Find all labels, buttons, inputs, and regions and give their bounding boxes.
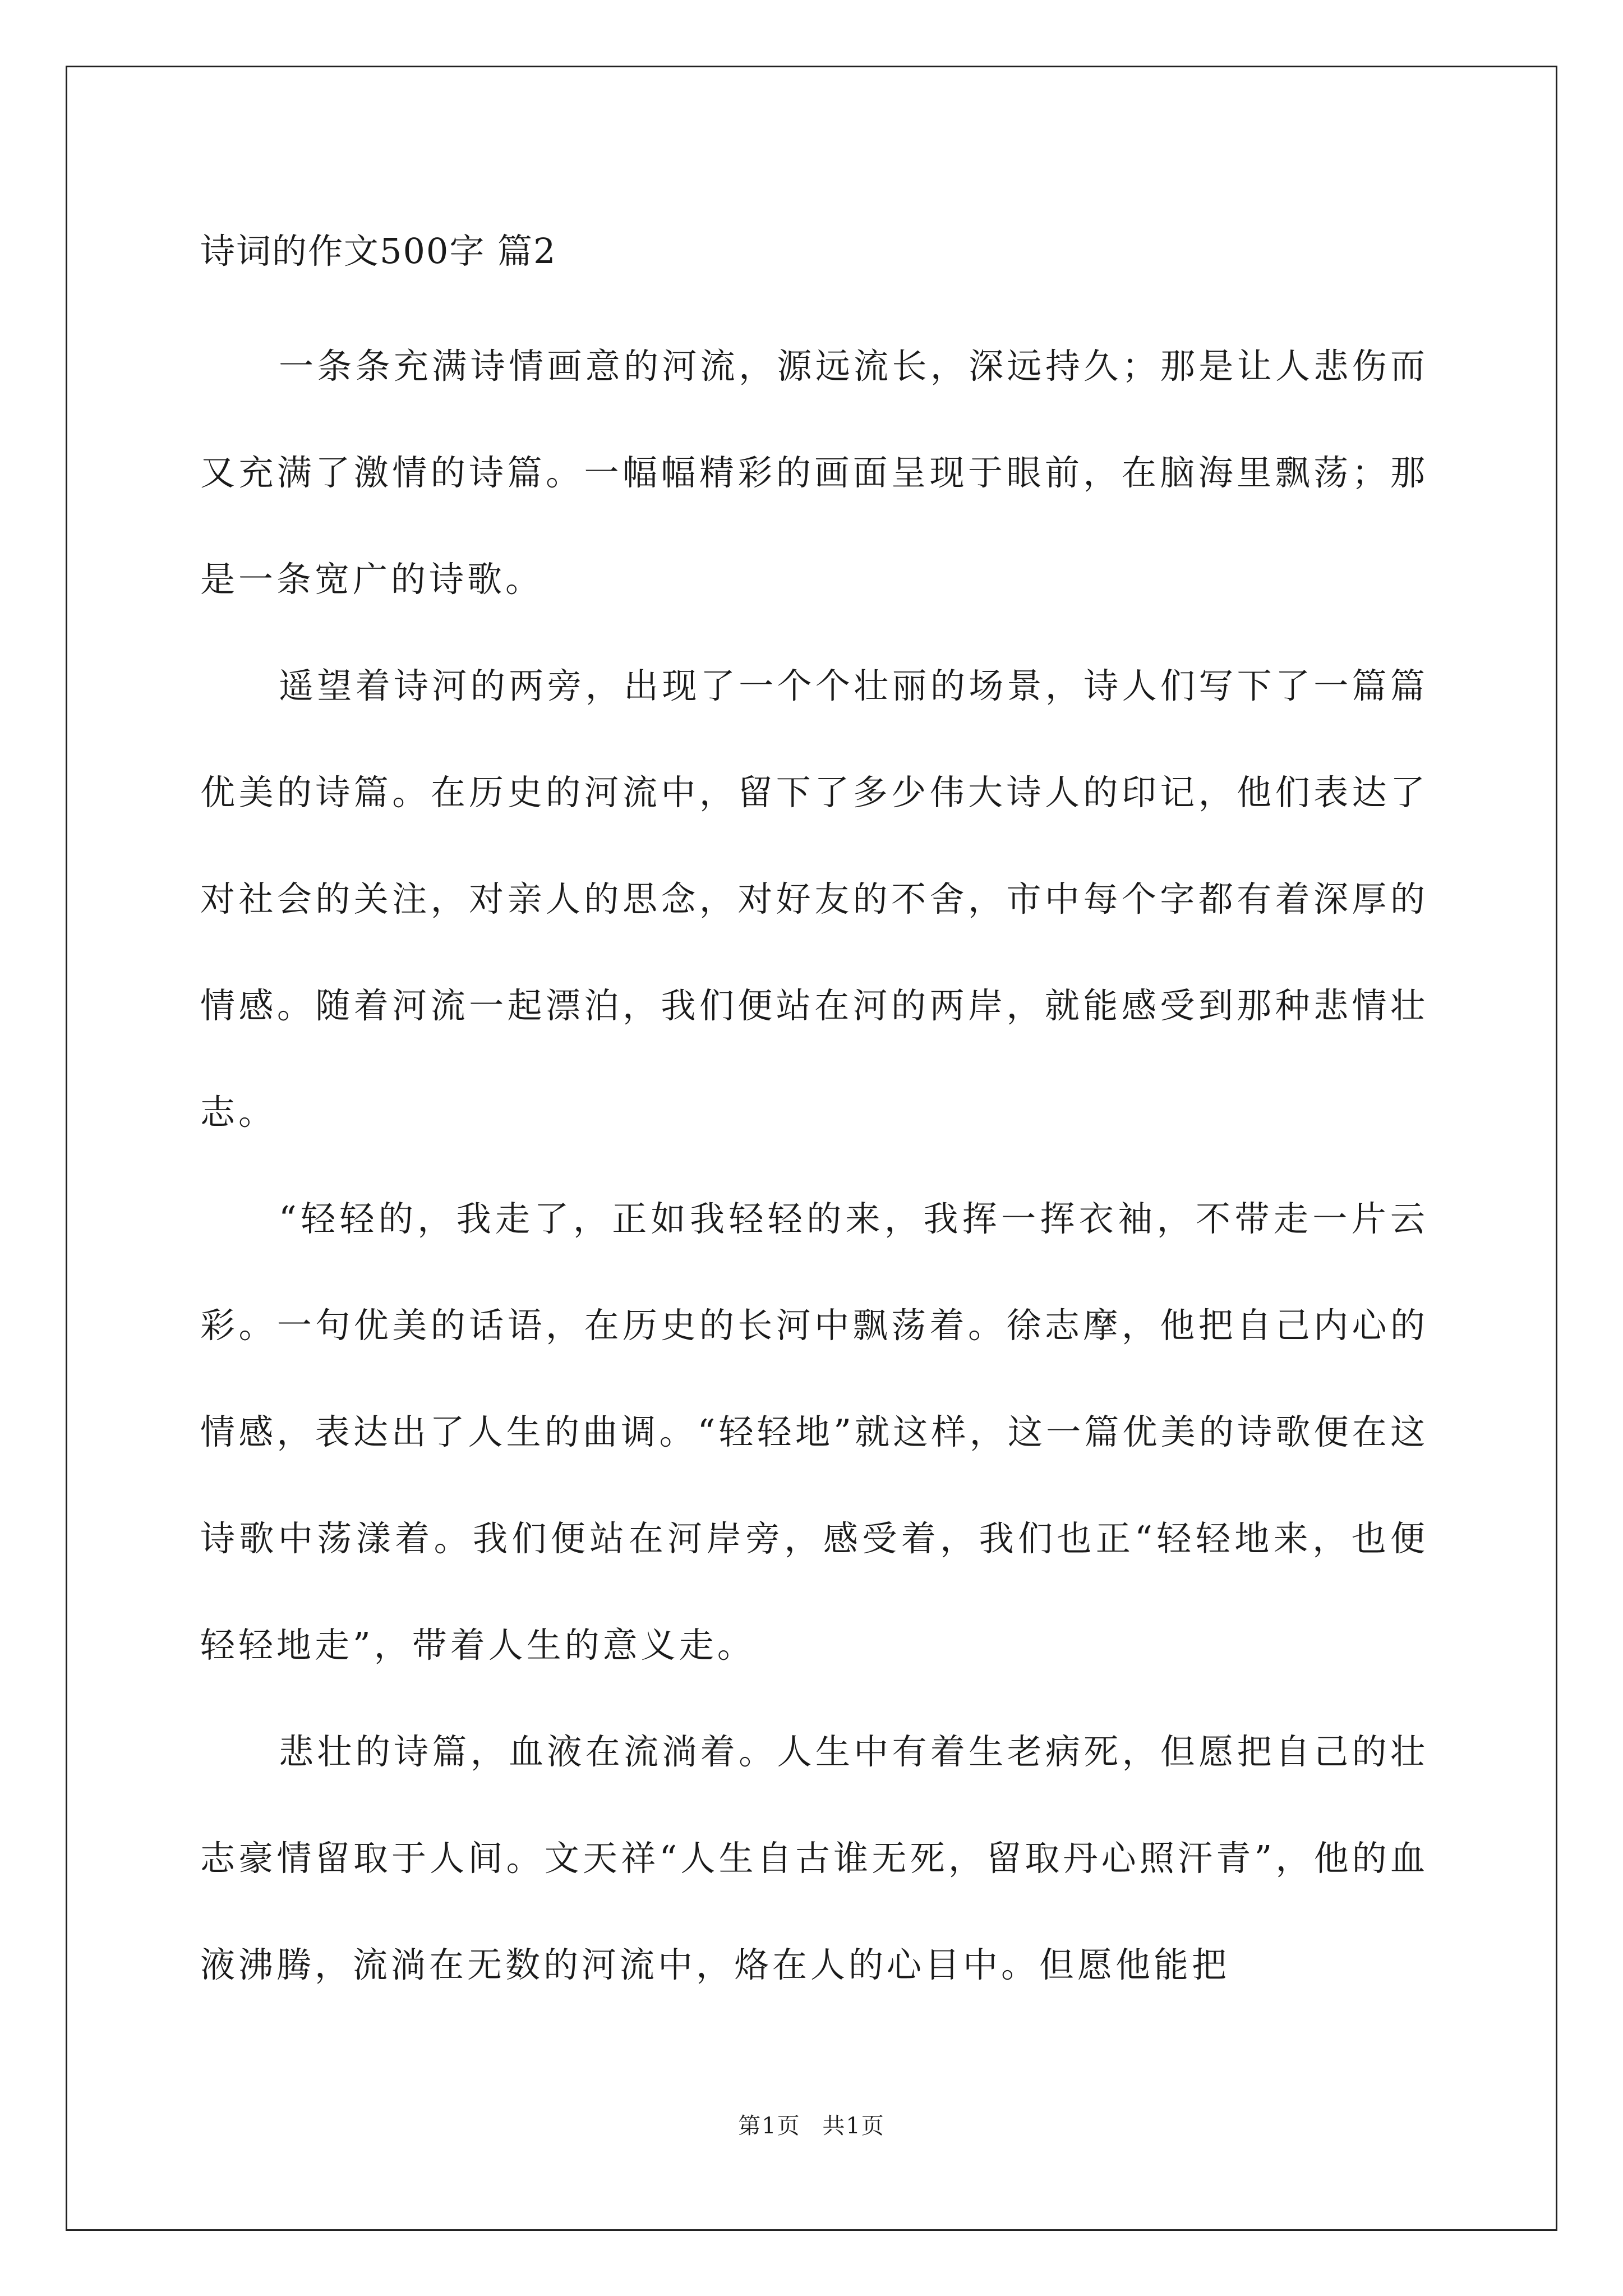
paragraph-3: “轻轻的，我走了，正如我轻轻的来，我挥一挥衣袖，不带走一片云彩。一句优美的话语，在历史的长河中飘荡着。徐志摩，他把自己内心的情感，表达出了人生的曲调。“轻轻地”就这样，这一篇优美的诗歌便在这诗歌中荡漾着。我们便站在河岸旁，感受着，我们也正“轻轻地来，也便轻轻地走”，带着人生的意义走。 xyxy=(200,1198,1428,1665)
page-number: 第1页 xyxy=(738,2113,801,2139)
document-body xyxy=(200,218,1428,2018)
paragraph-4: 悲壮的诗篇，血液在流淌着。人生中有着生老病死，但愿把自己的壮志豪情留取于人间。文天祥“人生自古谁无死，留取丹心照汗青”，他的血液沸腾，流淌在无数的河流中，烙在人的心目中。但愿他能把 xyxy=(200,1731,1428,1985)
page-total: 共1页 xyxy=(822,2113,885,2139)
document-title: 诗词的作文500字 篇2 xyxy=(200,231,557,272)
paragraph-2: 遥望着诗河的两旁，出现了一个个壮丽的场景，诗人们写下了一篇篇优美的诗篇。在历史的河流中，留下了多少伟大诗人的印记，他们表达了对社会的关注，对亲人的思念，对好友的不舍，市中每个字都有着深厚的情感。随着河流一起漂泊，我们便站在河的两岸，就能感受到那种悲情壮志。 xyxy=(200,665,1428,1133)
paragraph-1: 一条条充满诗情画意的河流，源远流长，深远持久；那是让人悲伤而又充满了激情的诗篇。一幅幅精彩的画面呈现于眼前，在脑海里飘荡；那是一条宽广的诗歌。 xyxy=(200,346,1428,600)
page-footer xyxy=(0,2108,1623,2140)
